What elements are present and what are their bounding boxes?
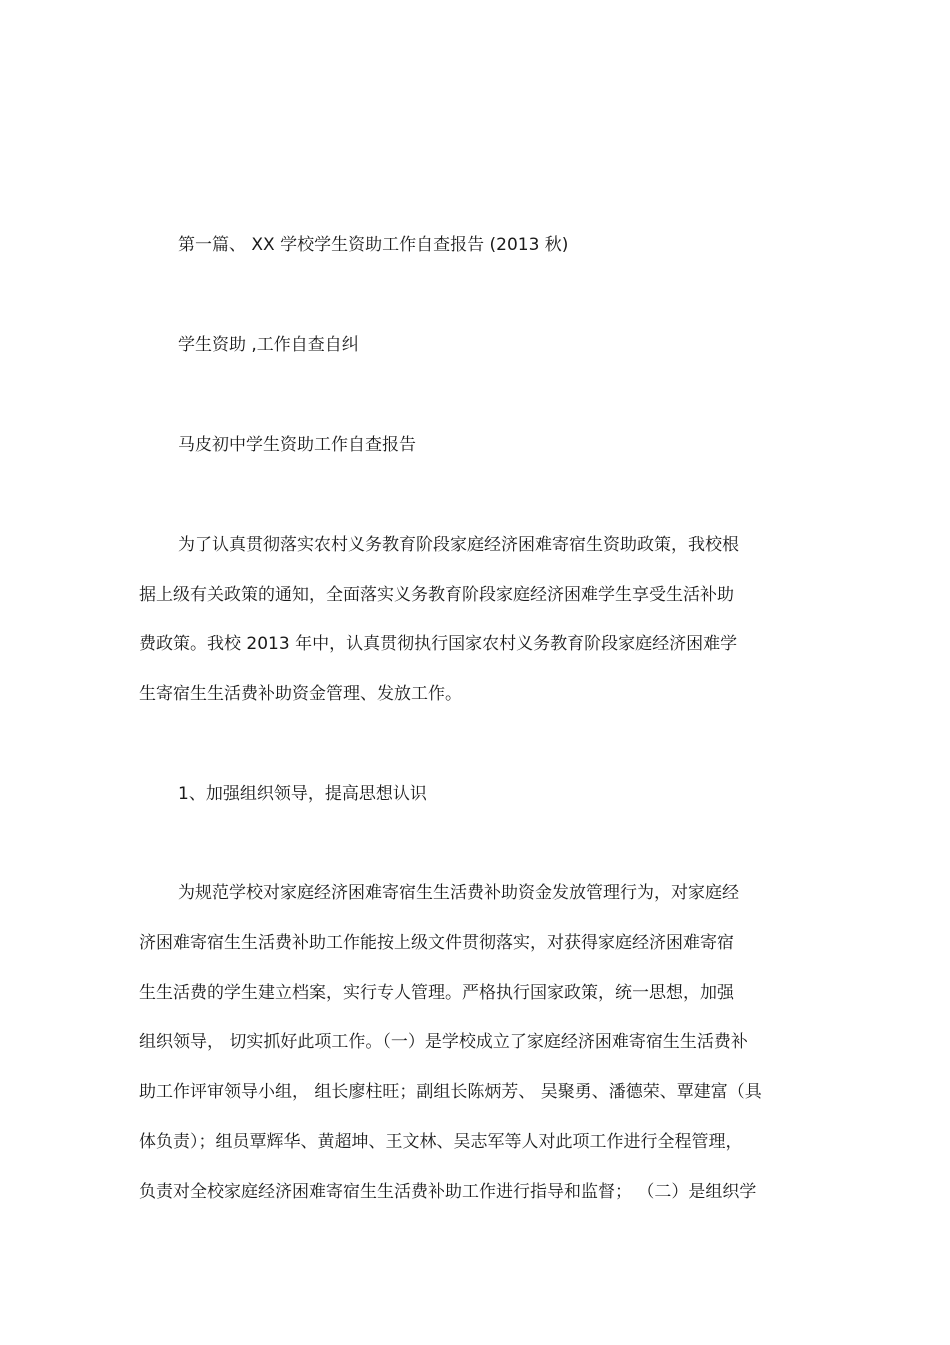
paragraph-line: 为了认真贯彻落实农村义务教育阶段家庭经济困难寄宿生资助政策，我校根 (178, 535, 739, 555)
paragraph-line: 负责对全校家庭经济困难寄宿生生活费补助工作进行指导和监督； （二）是组织学 (139, 1182, 757, 1202)
paragraph-line: 生生活费的学生建立档案，实行专人管理。严格执行国家政策，统一思想，加强 (139, 983, 734, 1003)
paragraph-line: 济困难寄宿生生活费补助工作能按上级文件贯彻落实，对获得家庭经济困难寄宿 (139, 933, 734, 953)
document-subtitle: 学生资助 ,工作自查自纠 (178, 335, 359, 355)
paragraph-line: 体负责）；组员覃辉华、黄超坤、王文林、吴志军等人对此项工作进行全程管理， (139, 1132, 743, 1152)
paragraph-line: 助工作评审领导小组， 组长廖柱旺；副组长陈炳芳、 吴聚勇、潘德荣、覃建富（具 (139, 1082, 762, 1102)
section-heading: 1、加强组织领导，提高思想认识 (178, 784, 427, 804)
report-heading: 马皮初中学生资助工作自查报告 (178, 435, 416, 455)
paragraph-line: 费政策。我校 2013 年中，认真贯彻执行国家农村义务教育阶段家庭经济困难学 (139, 634, 738, 654)
document-title: 第一篇、 XX 学校学生资助工作自查报告 (2013 秋) (178, 235, 569, 255)
paragraph-line: 据上级有关政策的通知，全面落实义务教育阶段家庭经济困难学生享受生活补助 (139, 585, 734, 605)
paragraph-line: 生寄宿生生活费补助资金管理、发放工作。 (139, 684, 462, 704)
paragraph-line: 为规范学校对家庭经济困难寄宿生生活费补助资金发放管理行为，对家庭经 (178, 883, 739, 903)
paragraph-line: 组织领导， 切实抓好此项工作。（一）是学校成立了家庭经济困难寄宿生生活费补 (139, 1032, 748, 1052)
